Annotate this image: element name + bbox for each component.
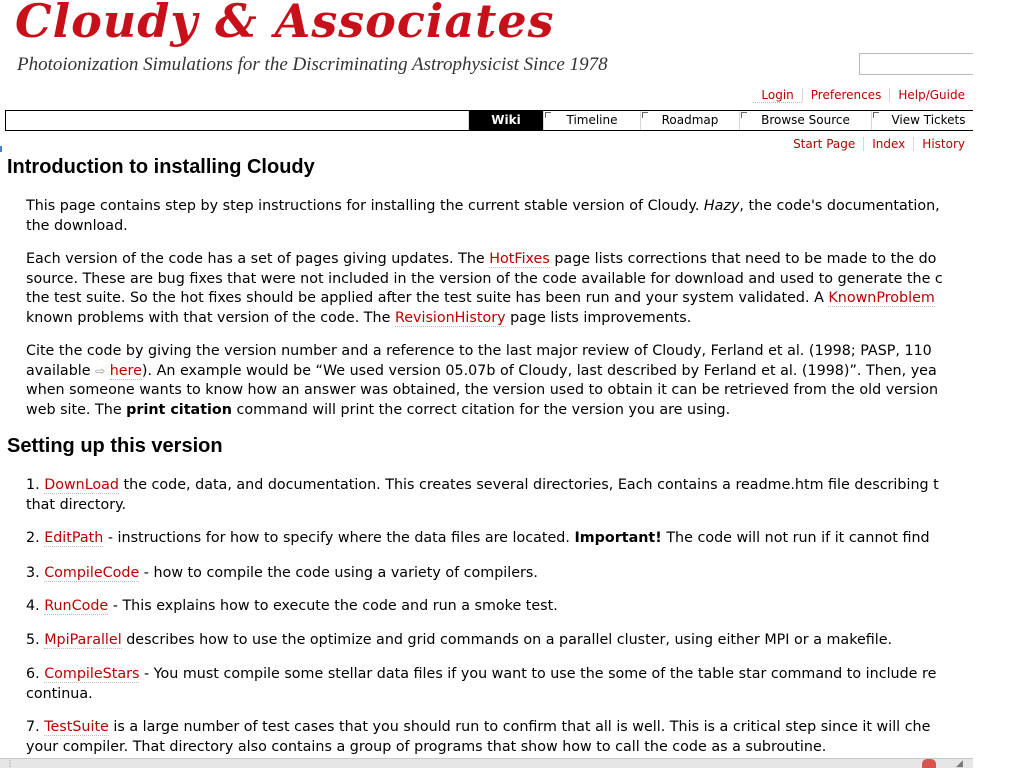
text-line: available ⇨ here). An example would be “We used version 05.07b of Cloudy, last described by Ferland et al. (1998)”. Then, yea [26, 362, 937, 379]
step-item: 4. RunCode - This explains how to execute the code and run a smoke test. [26, 598, 558, 614]
history-link[interactable]: History [913, 137, 973, 151]
meta-nav [753, 88, 973, 103]
intro-paragraph [26, 197, 973, 236]
text-line: This page contains step by step instructions for installing the current stable version of Cloudy. Hazy, the code's documentation, [26, 198, 940, 214]
mpiparallel-link[interactable]: MpiParallel [44, 632, 122, 648]
tab-view-tickets[interactable] [871, 111, 973, 130]
revisionhistory-link[interactable]: RevisionHistory [394, 309, 506, 326]
tab-browse-source-label: Browse Source [761, 113, 850, 127]
login-link[interactable]: Login [753, 88, 801, 103]
external-link-icon: ⇨ [95, 363, 106, 378]
hotfix-paragraph [26, 250, 973, 328]
tab-wiki[interactable]: Wiki [468, 111, 543, 130]
main-nav-bar [5, 110, 973, 131]
status-resize-icon[interactable]: ◢ [956, 759, 963, 768]
page-title: Introduction to installing Cloudy [7, 156, 315, 178]
runcode-link[interactable]: RunCode [44, 598, 109, 614]
help-guide-link[interactable]: Help/Guide [889, 88, 973, 102]
testsuite-link[interactable]: TestSuite [44, 719, 109, 735]
tab-roadmap-label: Roadmap [661, 113, 719, 127]
section-heading: Setting up this version [7, 435, 223, 457]
site-logo[interactable]: Cloudy & Associates [15, 0, 555, 48]
status-grip-icon: ⋮ [6, 759, 14, 768]
text-line: source. These are bug fixes that were not included in the version of the code available for download and used to generate the c [26, 270, 943, 287]
tab-corner-icon [741, 112, 747, 118]
hotfixes-link[interactable]: HotFixes [489, 251, 550, 267]
tab-corner-icon [873, 112, 879, 118]
text-line: web site. The print citation command will print the correct citation for the version you are using. [26, 401, 731, 418]
step-item: 3. CompileCode - how to compile the code using a variety of compilers. [26, 565, 538, 581]
compilestars-link[interactable]: CompileStars [44, 666, 140, 682]
tab-view-tickets-label: View Tickets [891, 113, 966, 127]
status-badge-icon[interactable] [922, 759, 936, 768]
text-line: Each version of the code has a set of pages giving updates. The HotFixes page lists corrections that need to be made to the do [26, 251, 937, 267]
tab-corner-icon [642, 112, 648, 118]
step-item: 7. TestSuite is a large number of test cases that you should run to confirm that all is well. This is a critical step since it will che your compiler. That directory also contains a group of programs that show how to call the code as a subroutine. [26, 719, 931, 755]
here-link[interactable]: here [109, 362, 142, 379]
tab-roadmap[interactable] [640, 111, 739, 130]
step-item: 5. MpiParallel describes how to use the optimize and grid commands on a parallel cluster, using either MPI or a makefile. [26, 632, 893, 648]
context-nav [785, 137, 973, 151]
tab-browse-source[interactable] [739, 111, 871, 130]
window-edge [973, 0, 1024, 768]
start-page-link[interactable]: Start Page [793, 137, 856, 151]
browser-status-bar [0, 758, 973, 768]
tab-corner-icon [545, 112, 551, 118]
focus-marker [0, 146, 2, 152]
download-link[interactable]: DownLoad [44, 477, 119, 493]
cite-paragraph [26, 342, 973, 420]
text-line: Cite the code by giving the version number and a reference to the last major review of Cloudy, Ferland et al. (1998; PASP, 110 [26, 343, 932, 359]
text-line: when someone wants to know how an answer was obtained, the version used to obtain it can be retrieved from the old version [26, 382, 939, 398]
compilecode-link[interactable]: CompileCode [44, 565, 140, 581]
site-tagline: Photoionization Simulations for the Discriminating Astrophysicist Since 1978 [17, 54, 608, 75]
editpath-link[interactable]: EditPath [44, 530, 104, 546]
step-item: 6. CompileStars - You must compile some stellar data files if you want to use the some of the table star command to include re continua. [26, 666, 937, 702]
search-input[interactable] [859, 53, 973, 75]
text-line: the download. [26, 217, 128, 234]
tab-timeline[interactable] [543, 111, 640, 130]
step-item: 1. DownLoad the code, data, and documentation. This creates several directories, Each contains a readme.htm file describing t that directory. [26, 477, 939, 513]
step-item: 2. EditPath - instructions for how to specify where the data files are located. Important! The code will not run if it cannot find [26, 530, 930, 546]
index-link[interactable]: Index [863, 137, 913, 151]
text-line: known problems with that version of the code. The RevisionHistory page lists improvements. [26, 309, 692, 326]
knownproblems-link[interactable]: KnownProblem [828, 290, 935, 306]
preferences-link[interactable]: Preferences [802, 88, 890, 102]
tab-timeline-label: Timeline [566, 113, 618, 127]
text-line: the test suite. So the hot fixes should be applied after the test suite has been run and your system validated. A KnownProblem [26, 290, 935, 306]
